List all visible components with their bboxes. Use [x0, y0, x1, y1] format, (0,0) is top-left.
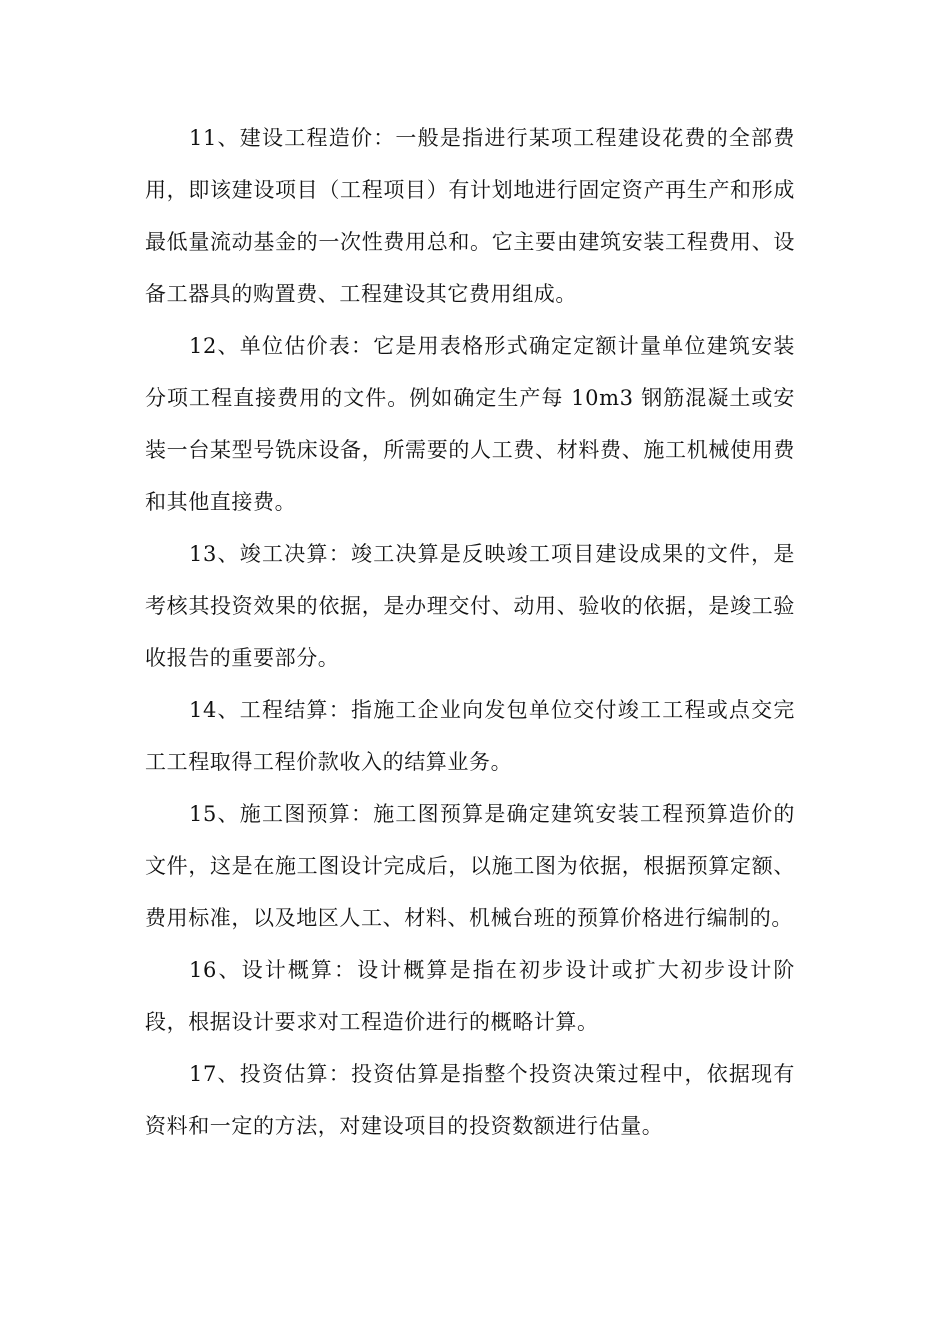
paragraph-15-drawing-budget: 15、施工图预算：施工图预算是确定建筑安装工程预算造价的文件，这是在施工图设计完成后，以施工图为依据，根据预算定额、费用标准，以及地区人工、材料、机械台班的预算价格进行编制的。: [145, 802, 795, 930]
paragraph-14-project-settlement: 14、工程结算：指施工企业向发包单位交付竣工工程或点交完工工程取得工程价款收入的结算业务。: [145, 698, 795, 774]
document-body: [145, 112, 795, 1152]
paragraph-11-construction-cost: 11、建设工程造价：一般是指进行某项工程建设花费的全部费用，即该建设项目（工程项目）有计划地进行固定资产再生产和形成最低量流动基金的一次性费用总和。它主要由建筑安装工程费用、设备工器具的购置费、工程建设其它费用组成。: [145, 126, 795, 306]
paragraph-17-investment-estimate: 17、投资估算：投资估算是指整个投资决策过程中，依据现有资料和一定的方法，对建设项目的投资数额进行估量。: [145, 1062, 795, 1138]
paragraph-13-final-accounts: 13、竣工决算：竣工决算是反映竣工项目建设成果的文件，是考核其投资效果的依据，是办理交付、动用、验收的依据，是竣工验收报告的重要部分。: [145, 542, 795, 670]
paragraph-12-unit-price-table: 12、单位估价表：它是用表格形式确定定额计量单位建筑安装分项工程直接费用的文件。例如确定生产每 10m3 钢筋混凝土或安装一台某型号铣床设备，所需要的人工费、材料费、施工机械使用费和其他直接费。: [145, 334, 795, 514]
paragraph-16-design-estimate: 16、设计概算：设计概算是指在初步设计或扩大初步设计阶段，根据设计要求对工程造价进行的概略计算。: [145, 958, 795, 1034]
